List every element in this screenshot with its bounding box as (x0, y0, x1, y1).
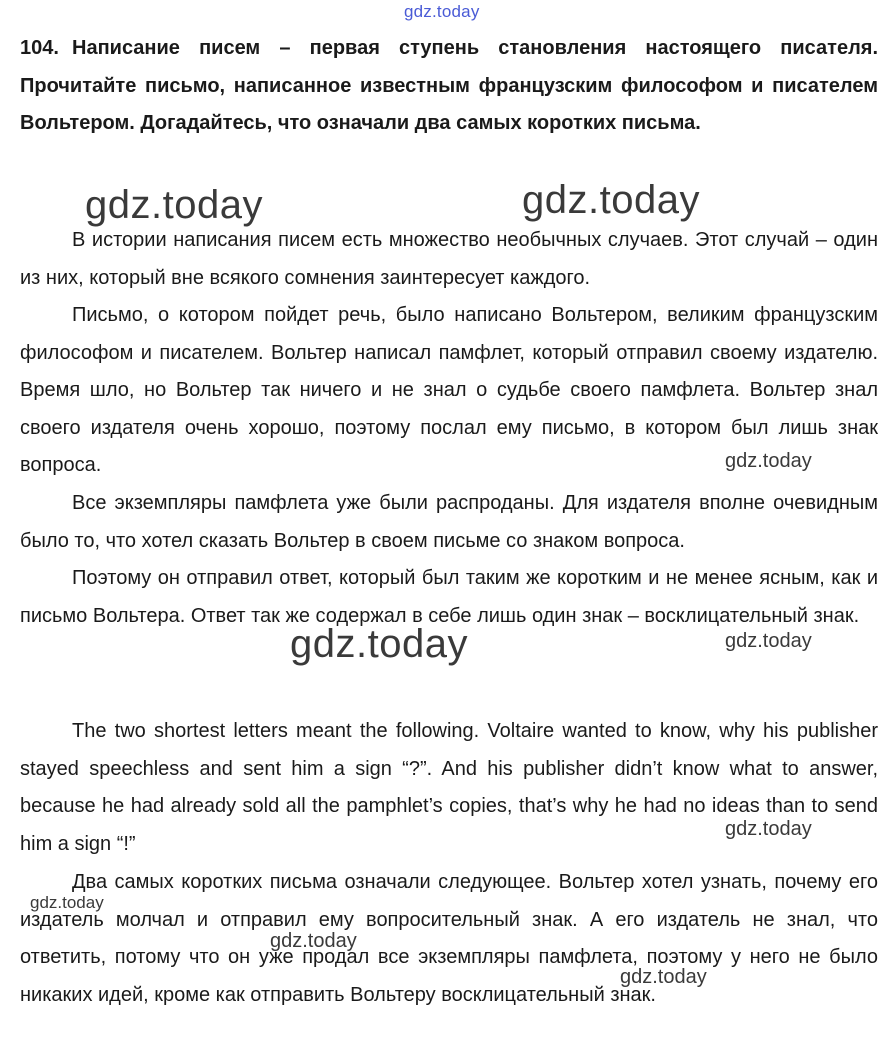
watermark: gdz.today (522, 178, 700, 222)
watermark: gdz.today (725, 818, 812, 840)
watermark: gdz.today (290, 622, 468, 666)
task-heading (20, 30, 878, 143)
watermark: gdz.today (620, 966, 707, 988)
watermark: gdz.today (270, 930, 357, 952)
watermark: gdz.today (725, 630, 812, 652)
watermark: gdz.today (725, 450, 812, 472)
paragraph-reply: Поэтому он отправил ответ, который был таким же коротким и не менее ясным, как и письмо Вольтера. Ответ так же содержал в себе лишь один знак – восклицательный знак. (20, 567, 878, 627)
document-page (20, 0, 878, 1053)
header-watermark: gdz.today (404, 2, 480, 21)
watermark: gdz.today (30, 893, 104, 912)
paragraph-russian-answer: Два самых коротких письма означали следующее. Вольтер хотел узнать, почему его издатель молчал и отправил ему вопросительный знак. А его издатель не знал, что ответить, потому что он уже продал все экземпляры памфлета, поэтому у него не было никаких идей, кроме как отправить Вольтеру восклицательный знак. (20, 871, 878, 1006)
task-number: 104. (20, 37, 59, 59)
paragraph-english-answer: The two shortest letters meant the following. Voltaire wanted to know, why his publisher stayed speechless and sent him a sign “?”. And his publisher didn’t know what to answer, because he had already sold all the pamphlet’s copies, that’s why he had no ideas than to send him a sign “!” (20, 720, 878, 855)
paragraph-intro: В истории написания писем есть множество необычных случаев. Этот случай – один из них, который вне всякого сомнения заинтересует каждого. (20, 229, 878, 289)
task-text: Написание писем – первая ступень становления настоящего писателя. Прочитайте письмо, написанное известным французским философом и писателем Вольтером. Догадайтесь, что означали два самых коротких письма. (20, 37, 878, 134)
paragraph-copies-sold: Все экземпляры памфлета уже были распроданы. Для издателя вполне очевидным было то, что хотел сказать Вольтер в своем письме со знаком вопроса. (20, 492, 878, 552)
paragraph-letter: Письмо, о котором пойдет речь, было написано Вольтером, великим французским философом и писателем. Вольтер написал памфлет, который отправил своему издателю. Время шло, но Вольтер так ничего и не знал о судьбе своего памфлета. Вольтер знал своего издателя очень хорошо, поэтому послал ему письмо, в котором был лишь знак вопроса. (20, 304, 878, 476)
watermark: gdz.today (85, 183, 263, 227)
